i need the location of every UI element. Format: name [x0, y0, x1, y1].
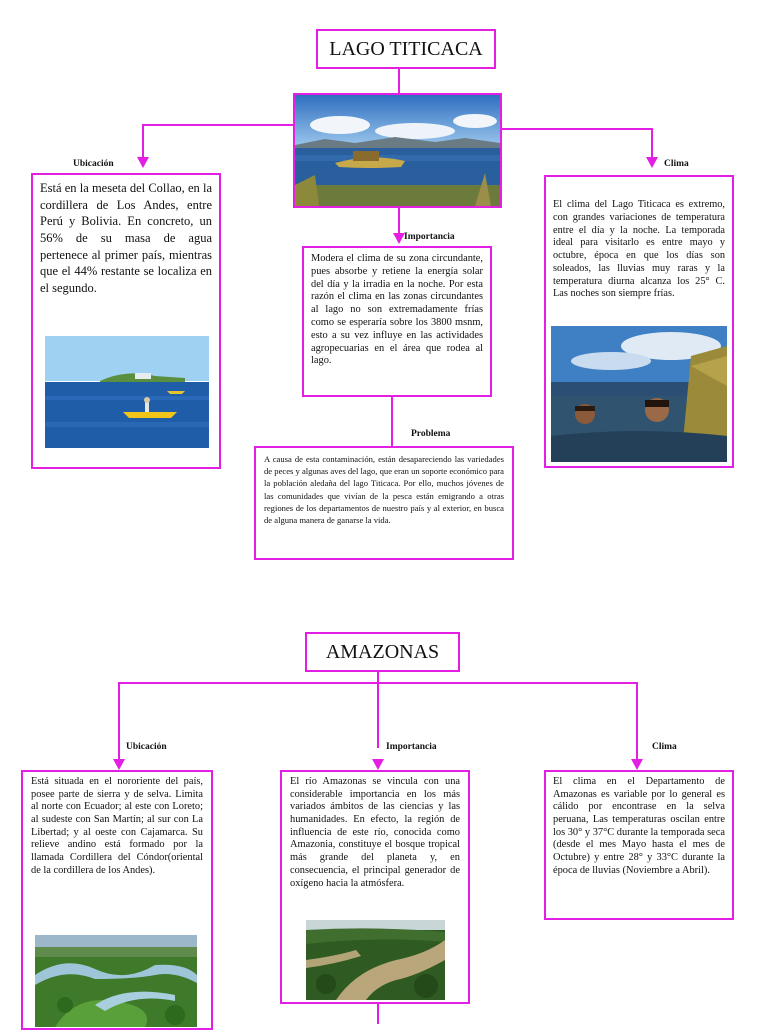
titicaca-title: [316, 29, 496, 69]
arrow-down-icon: [113, 759, 125, 770]
amazonas-importancia-box: [280, 770, 470, 1004]
amazonas-river-forest-photo: [306, 920, 445, 1000]
titicaca-problema-box: [254, 446, 514, 560]
connector: [651, 128, 653, 158]
titicaca-lake-photo: [293, 93, 502, 208]
connector: [142, 124, 294, 126]
arrow-down-icon: [631, 759, 643, 770]
amazonas-importancia-text: El río Amazonas se vincula con una considerable importancia en los más variados ámbitos de las ciencias y las humanidades. En efecto, la región de influencia de este río, conocida como Amazonia, constituye el bosque tropical más grande del planeta y, en consecuencia, el principal generador de oxígeno hacia la atmósfera.: [290, 776, 460, 889]
amazonas-river-aerial-photo: [35, 935, 197, 1027]
titicaca-title-text: LAGO TITICACA: [329, 37, 483, 60]
titicaca-ubicacion-text: Está en la meseta del Collao, en la cordillera de Los Andes, entre Perú y Bolivia. En concreto, un 56% de su masa de agua pertenece al primer país, mientras que el 44% restante se localiza en el segundo.: [40, 181, 212, 295]
titicaca-importancia-text: Modera el clima de su zona circundante, pues absorbe y retiene la energía solar del día y la irradia en la noche. Por esta razón el clima en las zonas circundantes al lago no son extremadamente frías como se esperaría sobre los 3800 msnm, esto a su vez influye en las actividades agropecuarias en el área que rodea al lago.: [311, 253, 483, 367]
amazonas-title: [305, 632, 460, 672]
amazonas-ubicacion-text: Está situada en el nororiente del país, posee parte de sierra y de selva. Limita al norte con Ecuador; al este con Loreto; al sudeste con San Martín; al sur con La Libertad; y al oeste con Cajamarca. Su relieve andino está formado por la llamada Cordillera del Cóndor(oriental de la cordillera de los Andes).: [31, 776, 203, 876]
amazonas-title-text: AMAZONAS: [325, 640, 440, 663]
titicaca-clima-label: Clima: [664, 159, 689, 169]
amazonas-ubicacion-label: Ubicación: [126, 742, 167, 752]
titicaca-clima-box: [544, 175, 734, 468]
connector: [118, 682, 638, 684]
titicaca-importancia-box: [302, 246, 492, 397]
titicaca-kayak-photo: [45, 336, 209, 448]
connector: [398, 69, 400, 94]
titicaca-swimmers-photo: [551, 326, 727, 462]
amazonas-importancia-label: Importancia: [386, 742, 437, 752]
titicaca-ubicacion-box: [31, 173, 221, 469]
arrow-down-icon: [372, 759, 384, 770]
connector: [391, 397, 393, 447]
titicaca-clima-text: El clima del Lago Titicaca es extremo, con grandes variaciones de temperatura entre el día y la noche. La temporada ideal para visitarlo es entre mayo y octubre, época en que los días son soleados, las lluvias muy raras y la temperatura diurna alcanza los 25° C. Las noches son siempre frías.: [553, 199, 725, 300]
connector: [636, 682, 638, 760]
amazonas-clima-label: Clima: [652, 742, 677, 752]
amazonas-clima-text: El clima en el Departamento de Amazonas es variable por lo general es cálido por encontrase en la selva peruana, Las temperaturas oscilan entre los 30° y 37°C durante la temporada seca (desde el mes Mayo hasta el mes de Octubre) y entre 28° y 33°C durante la época de lluvias (Noviembre a Abril).: [553, 776, 725, 876]
connector: [398, 208, 400, 234]
connector: [377, 1004, 379, 1024]
connector: [502, 128, 652, 130]
amazonas-clima-box: [544, 770, 734, 920]
connector: [118, 682, 120, 760]
titicaca-problema-text: A causa de esta contaminación, están desapareciendo las variedades de peces y algunas aves del lago, que eran un soporte económico para la población aledaña del lago Titicaca. Por ello, muchos jóvenes de las comunidades que vivían de la pesca están emigrando a otras regiones de los departamentos de nuestro país y al exterior, en busca de alguna manera de ganarse la vida.: [264, 454, 504, 526]
arrow-down-icon: [137, 157, 149, 168]
arrow-down-icon: [646, 157, 658, 168]
titicaca-importancia-label: Importancia: [404, 232, 455, 242]
connector: [142, 124, 144, 158]
titicaca-ubicacion-label: Ubicación: [73, 159, 114, 169]
titicaca-problema-label: Problema: [411, 429, 451, 439]
amazonas-ubicacion-box: [21, 770, 213, 1030]
